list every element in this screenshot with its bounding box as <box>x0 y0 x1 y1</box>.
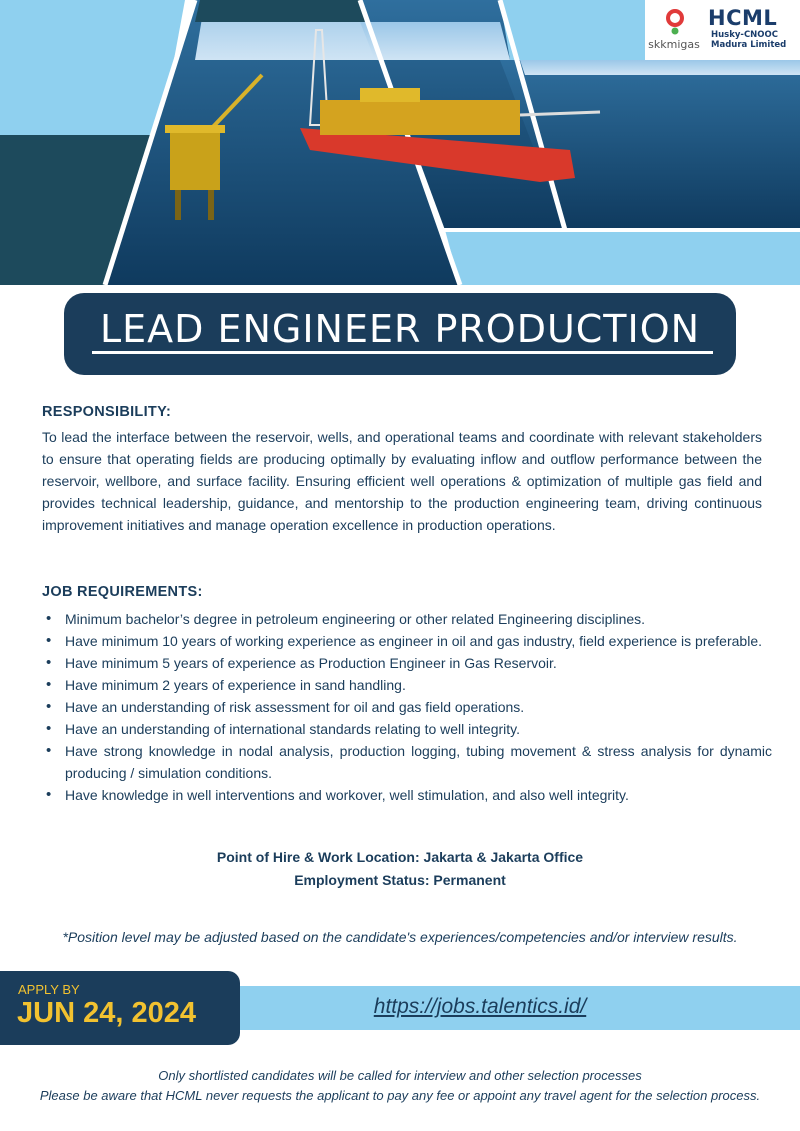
employment-status: Employment Status: Permanent <box>294 872 506 888</box>
list-item: • Have minimum 5 years of experience as Production Engineer in Gas Reservoir. <box>42 652 772 674</box>
page-title: LEAD ENGINEER PRODUCTION <box>99 307 701 351</box>
requirements-heading: JOB REQUIREMENTS: <box>42 584 203 600</box>
list-item: • Have strong knowledge in nodal analysis, production logging, tubing movement & stress analysis for dynamic producing / simulation conditions. <box>42 740 772 784</box>
list-item: • Have minimum 2 years of experience in sand handling. <box>42 674 772 696</box>
skkmigas-logo-text: skkmigas <box>648 38 700 51</box>
list-item: • Have an understanding of international standards relating to well integrity. <box>42 718 772 740</box>
work-location: Point of Hire & Work Location: Jakarta & Jakarta Office <box>216 849 584 865</box>
skkmigas-logo-icon <box>664 8 686 36</box>
hcml-logo-title: HCML <box>708 6 778 30</box>
apply-by-label: APPLY BY <box>18 982 80 997</box>
footer-line-2: Please be aware that HCML never requests the applicant to pay any fee or appoint any travel agent for the selection process. <box>39 1088 761 1103</box>
list-item: • Have knowledge in well interventions and workover, well stimulation, and also well integrity. <box>42 784 772 806</box>
apply-deadline-date: JUN 24, 2024 <box>17 997 196 1029</box>
footer-line-1: Only shortlisted candidates will be called for interview and other selection processes <box>158 1068 642 1083</box>
title-underline <box>92 351 713 354</box>
responsibility-heading: RESPONSIBILITY: <box>42 404 172 420</box>
requirements-list <box>42 608 772 806</box>
hcml-sub-line1: Husky-CNOOC <box>711 30 778 40</box>
apply-link[interactable]: https://jobs.talentics.id/ <box>373 995 587 1018</box>
position-note: *Position level may be adjusted based on the candidate's experiences/competencies and/or interview results. <box>62 929 738 945</box>
list-item: • Have minimum 10 years of working experience as engineer in oil and gas industry, field experience is preferable. <box>42 630 772 652</box>
hcml-sub-line2: Madura Limited <box>711 40 787 50</box>
list-item: • Have an understanding of risk assessment for oil and gas field operations. <box>42 696 772 718</box>
hcml-logo-subtitle <box>711 30 786 50</box>
responsibility-text: To lead the interface between the reservoir, wells, and operational teams and coordinate with relevant stakeholders to ensure that operating fields are producing optimally by evaluating inflow and outflow performance between the reservoir, wellbore, and surface facility. Ensuring efficient well operations & optimization of multiple gas field and provides technical leadership, guidance, and mentorship to the production engineering team, driving continuous improvement initiatives and manage operation excellence in production operations. <box>42 429 762 533</box>
list-item: • Minimum bachelor’s degree in petroleum engineering or other related Engineering disciplines. <box>42 608 772 630</box>
